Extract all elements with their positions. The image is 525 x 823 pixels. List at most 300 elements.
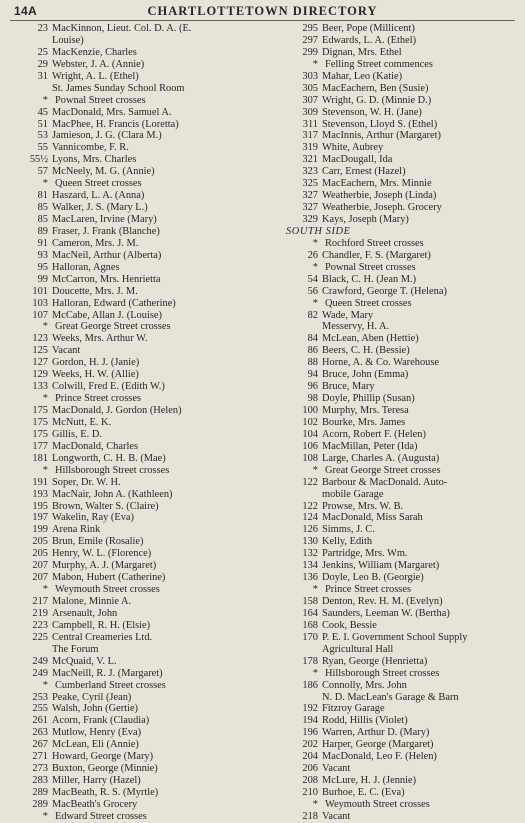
entry-text: MacEachern, Mrs. Minnie <box>322 178 432 190</box>
entry-text: Longworth, C. H. B. (Mae) <box>52 452 166 464</box>
directory-entry <box>8 799 278 811</box>
entry-text: Weymouth Street crosses <box>55 584 160 596</box>
entry-text: Edward Street crosses <box>55 810 147 822</box>
directory-entry <box>278 560 518 572</box>
house-number: * <box>42 584 48 596</box>
house-number: 249 <box>32 667 48 679</box>
house-number: 99 <box>37 273 48 285</box>
section-heading <box>278 226 518 238</box>
entry-text: Connolly, Mrs. John <box>322 679 407 691</box>
entry-text: Beer, Pope (Millicent) <box>322 23 415 34</box>
house-number: 202 <box>302 739 318 751</box>
directory-entry <box>8 202 278 214</box>
directory-entry <box>278 763 518 775</box>
house-number: * <box>42 393 48 405</box>
house-number: 81 <box>37 190 48 202</box>
entry-text: Halloran, Agnes <box>52 261 120 273</box>
directory-entry <box>8 775 278 787</box>
house-number: 217 <box>32 596 48 607</box>
header-rule <box>10 20 515 21</box>
house-number: 55 <box>37 142 48 154</box>
entry-text: Rodd, Hillis (Violet) <box>322 715 408 727</box>
entry-text: Webster, J. A. (Annie) <box>52 58 145 70</box>
entry-text: Brown, Walter S. (Claire) <box>52 500 159 512</box>
directory-entry <box>278 154 518 166</box>
house-number: 283 <box>32 775 48 787</box>
entry-text: Gordon, H. J. (Janie) <box>52 357 140 369</box>
entry-text: St. James Sunday School Room <box>52 82 185 94</box>
house-number: 124 <box>302 512 318 524</box>
entry-text: Denton, Rev. H. M. (Evelyn) <box>322 596 443 607</box>
continuation-line <box>278 489 518 501</box>
house-number: 29 <box>37 58 48 70</box>
house-number: 303 <box>302 70 318 82</box>
continuation-line <box>8 35 278 47</box>
house-number: 175 <box>32 405 48 416</box>
house-number: 196 <box>302 727 318 739</box>
house-number: 207 <box>32 572 48 584</box>
directory-entry <box>8 214 278 226</box>
directory-entry <box>278 178 518 190</box>
directory-entry <box>8 238 278 250</box>
entry-text: Prince Street crosses <box>55 393 141 405</box>
entry-text: Murphy, A. J. (Margaret) <box>52 560 157 572</box>
house-number: 305 <box>302 82 318 94</box>
house-number: 101 <box>32 285 48 297</box>
cross-street-marker <box>8 465 278 477</box>
directory-entry <box>8 429 278 441</box>
directory-entry <box>278 417 518 429</box>
entry-text: MacBeath's Grocery <box>52 798 138 810</box>
entry-text: Weymouth Street crosses <box>325 798 430 810</box>
house-number: 25 <box>37 46 48 58</box>
cross-street-marker <box>278 799 518 811</box>
house-number: 267 <box>32 739 48 751</box>
entry-text: McLure, H. J. (Jennie) <box>322 775 417 787</box>
house-number: 84 <box>307 333 318 345</box>
cross-street-marker <box>8 321 278 333</box>
entry-text: Beers, C. H. (Bessie) <box>322 345 410 357</box>
directory-entry <box>278 536 518 548</box>
house-number: 289 <box>32 798 48 810</box>
house-number: 327 <box>302 202 318 214</box>
directory-entry <box>278 166 518 178</box>
house-number: 130 <box>302 536 318 548</box>
house-number: 158 <box>302 596 318 607</box>
entry-text: Great George Street crosses <box>55 321 171 333</box>
directory-entry <box>8 632 278 644</box>
house-number: 126 <box>302 524 318 536</box>
directory-entry <box>8 596 278 608</box>
directory-entry <box>278 35 518 47</box>
directory-entry <box>278 357 518 369</box>
directory-entry <box>278 787 518 799</box>
entry-text: Saunders, Leeman W. (Bertha) <box>322 607 450 619</box>
directory-entry <box>278 453 518 465</box>
directory-entry <box>8 130 278 142</box>
entry-text: Louise) <box>52 34 84 46</box>
right-column <box>278 23 518 823</box>
directory-entry <box>278 71 518 83</box>
house-number: 31 <box>37 70 48 82</box>
house-number: 23 <box>37 23 48 34</box>
entry-text: Vacant <box>322 763 351 775</box>
entry-text: Soper, Dr. W. H. <box>52 476 121 488</box>
directory-entry <box>8 369 278 381</box>
entry-text: Cameron, Mrs. J. M. <box>52 237 139 249</box>
entry-text: McLean, Eli (Annie) <box>52 739 139 751</box>
directory-entry <box>8 310 278 322</box>
entry-text: Doyle, Phillip (Susan) <box>322 393 415 405</box>
directory-entry <box>278 202 518 214</box>
directory-entry <box>8 668 278 680</box>
house-number: 309 <box>302 106 318 118</box>
directory-entry <box>8 119 278 131</box>
house-number: 102 <box>302 416 318 428</box>
house-number: 210 <box>302 787 318 798</box>
entry-text: McQuaid, V. L. <box>52 655 117 667</box>
house-number: * <box>312 798 318 810</box>
entry-text: Bourke, Mrs. James <box>322 416 406 428</box>
house-number: 295 <box>302 23 318 34</box>
house-number: 122 <box>302 476 318 488</box>
directory-entry <box>278 524 518 536</box>
cross-street-marker <box>278 668 518 680</box>
house-number: 253 <box>32 691 48 703</box>
entry-text: Mutlow, Henry (Eva) <box>52 727 142 739</box>
directory-entry <box>8 286 278 298</box>
house-number: 133 <box>32 381 48 393</box>
directory-entry <box>278 548 518 560</box>
entry-text: Kelly, Edith <box>322 536 373 548</box>
house-number: 199 <box>32 524 48 536</box>
entry-text: Arena Rink <box>52 524 101 536</box>
entry-text: Lyons, Mrs. Charles <box>52 154 137 166</box>
house-number: * <box>312 261 318 273</box>
entry-text: Queen Street crosses <box>325 297 412 309</box>
house-number: 127 <box>32 357 48 369</box>
house-number: 186 <box>302 679 318 691</box>
entry-text: Large, Charles A. (Augusta) <box>322 452 440 464</box>
entry-text: Weeks, Mrs. Arthur W. <box>52 333 148 345</box>
entry-text: Weatherbie, Joseph (Linda) <box>322 190 437 202</box>
continuation-line <box>278 692 518 704</box>
directory-entry <box>278 512 518 524</box>
house-number: 317 <box>302 130 318 142</box>
entry-text: Jenkins, William (Margaret) <box>322 560 440 572</box>
entry-text: McNeely, M. G. (Annie) <box>52 166 155 178</box>
house-number: 329 <box>302 214 318 225</box>
directory-entry <box>278 345 518 357</box>
entry-text: Burhoe, E. C. (Eva) <box>322 787 405 798</box>
entry-text: Stevenson, W. H. (Jane) <box>322 106 422 118</box>
house-number: * <box>312 297 318 309</box>
house-number: 297 <box>302 34 318 46</box>
cross-street-marker <box>278 238 518 250</box>
house-number: 311 <box>302 118 318 130</box>
entry-text: Central Creameries Ltd. <box>52 631 153 643</box>
entry-text: Agricultural Hall <box>322 643 394 655</box>
entry-text: Stevenson, Lloyd S. (Ethel) <box>322 118 438 130</box>
house-number: 54 <box>307 273 318 285</box>
house-number: 82 <box>307 309 318 321</box>
house-number: * <box>42 810 48 822</box>
directory-entry <box>278 703 518 715</box>
directory-entry <box>8 166 278 178</box>
directory-entry <box>278 715 518 727</box>
directory-entry <box>278 751 518 763</box>
house-number: * <box>42 94 48 106</box>
cross-street-marker <box>278 59 518 71</box>
entry-text: Miller, Harry (Hazel) <box>52 775 141 787</box>
directory-entry <box>278 680 518 692</box>
directory-entry <box>8 763 278 775</box>
directory-entry <box>278 250 518 262</box>
house-number: 319 <box>302 142 318 154</box>
entry-text: Fitzroy Garage <box>322 703 385 715</box>
directory-entry <box>8 71 278 83</box>
house-number: 327 <box>302 190 318 202</box>
house-number: * <box>312 58 318 70</box>
entry-text: Cook, Bessie <box>322 619 377 631</box>
entry-text: Dignan, Mrs. Ethel <box>322 46 402 58</box>
entry-text: Warren, Arthur D. (Mary) <box>322 727 430 739</box>
directory-entry <box>8 739 278 751</box>
directory-entry <box>8 142 278 154</box>
continuation-line <box>8 83 278 95</box>
entry-text: Carr, Ernest (Hazel) <box>322 166 406 178</box>
entry-text: Bruce, Mary <box>322 381 375 393</box>
directory-entry <box>8 405 278 417</box>
house-number: 122 <box>302 500 318 512</box>
house-number: 191 <box>32 476 48 488</box>
entry-text: Campbell, R. H. (Elsie) <box>52 619 151 631</box>
entry-text: Felling Street commences <box>325 58 433 70</box>
house-number: 123 <box>32 333 48 345</box>
house-number: 85 <box>37 214 48 225</box>
house-number: 261 <box>32 715 48 727</box>
entry-text: Doucette, Mrs. J. M. <box>52 285 138 297</box>
house-number: 207 <box>32 560 48 572</box>
cross-street-marker <box>8 393 278 405</box>
house-number: * <box>312 667 318 679</box>
house-number: 85 <box>37 202 48 214</box>
entry-text: Messervy, H. A. <box>322 321 390 333</box>
directory-entry <box>8 345 278 357</box>
entry-text: MacDonald, J. Gordon (Helen) <box>52 405 182 416</box>
house-number: 178 <box>302 655 318 667</box>
house-number: * <box>42 321 48 333</box>
entry-text: Pownal Street crosses <box>55 94 146 106</box>
entry-text: Rochford Street crosses <box>325 237 424 249</box>
house-number: 88 <box>307 357 318 369</box>
entry-text: Buxton, George (Minnie) <box>52 763 158 775</box>
entry-text: Acorn, Frank (Claudia) <box>52 715 150 727</box>
entry-text: MacKinnon, Lieut. Col. D. A. (E. <box>52 23 192 34</box>
house-number: 177 <box>32 440 48 452</box>
directory-entry <box>278 214 518 226</box>
house-number: 299 <box>302 46 318 58</box>
house-number: 94 <box>307 369 318 381</box>
entry-text: MacNeil, Arthur (Alberta) <box>52 249 162 261</box>
entry-text: Vacant <box>322 810 351 822</box>
house-number: 91 <box>37 237 48 249</box>
directory-entry <box>8 692 278 704</box>
house-number: 273 <box>32 763 48 775</box>
entry-text: Wright, G. D. (Minnie D.) <box>322 94 432 106</box>
entry-text: Peake, Cyril (Jean) <box>52 691 132 703</box>
left-column <box>8 23 278 823</box>
cross-street-marker <box>278 465 518 477</box>
house-number: 104 <box>302 428 318 440</box>
continuation-line <box>278 321 518 333</box>
entry-text: MacNeill, R. J. (Margaret) <box>52 667 163 679</box>
house-number: 263 <box>32 727 48 739</box>
directory-entry <box>278 405 518 417</box>
house-number: 175 <box>32 428 48 440</box>
house-number: 219 <box>32 607 48 619</box>
directory-entry <box>8 381 278 393</box>
entry-text: Howard, George (Mary) <box>52 751 154 763</box>
directory-entry <box>278 727 518 739</box>
entry-text: MacEachern, Ben (Susie) <box>322 82 429 94</box>
directory-entry <box>8 154 278 166</box>
house-number: 107 <box>32 309 48 321</box>
directory-entry <box>278 656 518 668</box>
entry-text: Hillsborough Street crosses <box>325 667 440 679</box>
house-number: 86 <box>307 345 318 357</box>
entry-text: Arsenault, John <box>52 607 118 619</box>
house-number: 321 <box>302 154 318 166</box>
house-number: * <box>312 584 318 596</box>
entry-text: SOUTH SIDE <box>286 225 351 237</box>
entry-text: Kays, Joseph (Mary) <box>322 214 409 225</box>
entry-text: Simms, J. C. <box>322 524 375 536</box>
entry-text: Wade, Mary <box>322 309 374 321</box>
cross-street-marker <box>8 95 278 107</box>
house-number: 108 <box>302 452 318 464</box>
entry-text: Prince Street crosses <box>325 584 411 596</box>
house-number: * <box>42 464 48 476</box>
directory-entry <box>8 298 278 310</box>
entry-text: Doyle, Leo B. (Georgie) <box>322 572 424 584</box>
directory-entry <box>8 656 278 668</box>
house-number: 103 <box>32 297 48 309</box>
house-number: 205 <box>32 536 48 548</box>
directory-entry <box>278 310 518 322</box>
house-number: 193 <box>32 488 48 500</box>
entry-text: Horne, A. & Co. Warehouse <box>322 357 439 369</box>
entry-text: Bruce, John (Emma) <box>322 369 409 381</box>
entry-text: MacLaren, Irvine (Mary) <box>52 214 157 225</box>
house-number: 125 <box>32 345 48 357</box>
entry-text: The Forum <box>52 643 99 655</box>
directory-entry <box>278 596 518 608</box>
directory-entry <box>8 548 278 560</box>
directory-entry <box>278 142 518 154</box>
house-number: 129 <box>32 369 48 381</box>
directory-entry <box>278 47 518 59</box>
directory-entry <box>8 357 278 369</box>
entry-text: MacMillan, Peter (Ida) <box>322 440 418 452</box>
page-number: 14A <box>14 4 37 18</box>
entry-text: Barbour & MacDonald. Auto- <box>322 476 448 488</box>
entry-text: MacPhee, H. Francis (Loretta) <box>52 118 179 130</box>
entry-text: MacDonald, Charles <box>52 440 138 452</box>
entry-text: Queen Street crosses <box>55 178 142 190</box>
entry-text: P. E. I. Government School Supply <box>322 631 468 643</box>
directory-entry <box>278 119 518 131</box>
directory-entry <box>8 536 278 548</box>
entry-text: McCarron, Mrs. Henrietta <box>52 273 161 285</box>
directory-entry <box>278 107 518 119</box>
house-number: 325 <box>302 178 318 190</box>
entry-text: Prowse, Mrs. W. B. <box>322 500 404 512</box>
cross-street-marker <box>8 811 278 823</box>
directory-entry <box>278 83 518 95</box>
house-number: 271 <box>32 751 48 763</box>
house-number: 57 <box>37 166 48 178</box>
entry-text: MacInnis, Arthur (Margaret) <box>322 130 441 142</box>
house-number: * <box>312 237 318 249</box>
entry-text: White, Aubrey <box>322 142 384 154</box>
house-number: 45 <box>37 106 48 118</box>
directory-entry <box>278 286 518 298</box>
directory-entry <box>8 572 278 584</box>
entry-text: Walsh, John (Gertie) <box>52 703 139 715</box>
directory-entry <box>278 429 518 441</box>
entry-text: Great George Street crosses <box>325 464 441 476</box>
directory-entry <box>8 333 278 345</box>
entry-text: Mahar, Leo (Katie) <box>322 70 403 82</box>
house-number: 56 <box>307 285 318 297</box>
entry-text: N. D. MacLean's Garage & Barn <box>322 691 459 703</box>
directory-entry <box>278 608 518 620</box>
directory-entry <box>8 501 278 513</box>
house-number: 26 <box>307 249 318 261</box>
continuation-line <box>278 644 518 656</box>
directory-entry <box>8 715 278 727</box>
house-number: 323 <box>302 166 318 178</box>
house-number: 53 <box>37 130 48 142</box>
directory-entry <box>278 632 518 644</box>
house-number: 218 <box>302 810 318 822</box>
directory-entry <box>8 703 278 715</box>
directory-entry <box>278 130 518 142</box>
house-number: 192 <box>302 703 318 715</box>
page-title: CHARTLOTTETOWN DIRECTORY <box>147 4 378 18</box>
directory-entry <box>278 190 518 202</box>
house-number: 175 <box>32 416 48 428</box>
house-number: 164 <box>302 607 318 619</box>
house-number: 95 <box>37 261 48 273</box>
directory-entry <box>8 524 278 536</box>
entry-text: Weeks, H. W. (Allie) <box>52 369 139 381</box>
directory-entry <box>8 262 278 274</box>
entry-text: MacNair, John A. (Kathleen) <box>52 488 173 500</box>
entry-text: McCabe, Allan J. (Louise) <box>52 309 162 321</box>
directory-entry <box>8 620 278 632</box>
entry-text: MacDonald, Leo F. (Helen) <box>322 751 437 763</box>
entry-text: Walker, J. S. (Mary L.) <box>52 202 148 214</box>
entry-text: Fraser, J. Frank (Blanche) <box>52 225 160 237</box>
directory-entry <box>8 787 278 799</box>
directory-entry <box>278 775 518 787</box>
house-number: 106 <box>302 440 318 452</box>
entry-text: Partridge, Mrs. Wm. <box>322 548 408 560</box>
cross-street-marker <box>278 584 518 596</box>
house-number: 98 <box>307 393 318 405</box>
